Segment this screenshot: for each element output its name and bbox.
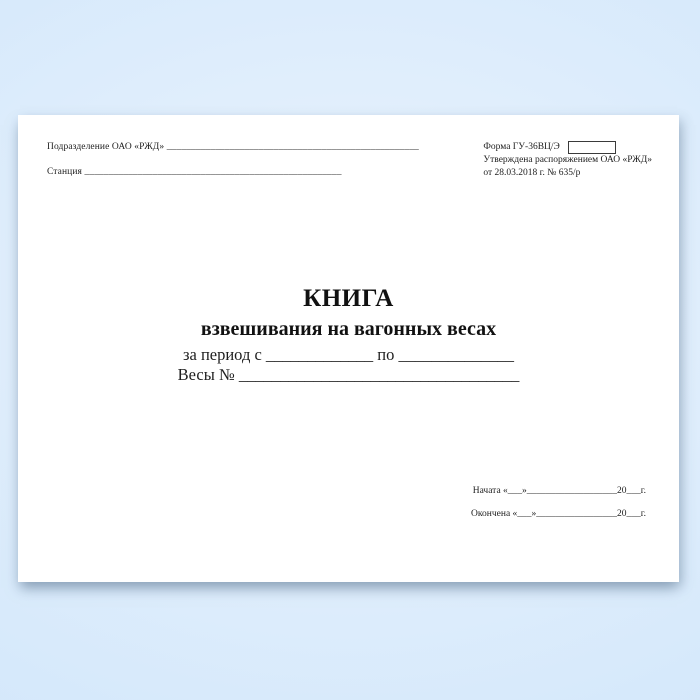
page-header (18, 115, 679, 179)
approved-line-1: Утверждена распоряжением ОАО «РЖД» (483, 155, 652, 165)
document-page (18, 115, 679, 582)
title-block (18, 286, 679, 384)
period-line: за период с _____________ по ______________ (182, 345, 515, 364)
division-line: Подразделение ОАО «РЖД» ____________________________________________________ (47, 142, 419, 152)
scales-number-line: Весы № __________________________________ (177, 365, 520, 384)
station-line: Станция _____________________________________________________ (47, 167, 342, 177)
form-code-label: Форма ГУ-36ВЦ/Э (483, 142, 560, 153)
finished-date-line: Окончена «___»_________________20___г. (471, 509, 646, 519)
form-code-row (483, 141, 652, 154)
form-number-box (568, 141, 616, 154)
book-subtitle: взвешивания на вагонных весах (200, 318, 497, 340)
started-date-line: Начата «___»___________________20___г. (472, 486, 646, 496)
header-left-block (47, 141, 419, 179)
approved-line-2: от 28.03.2018 г. № 635/р (483, 167, 581, 178)
dates-block (471, 486, 646, 520)
form-approval-block (483, 141, 652, 179)
book-title: КНИГА (303, 285, 394, 312)
